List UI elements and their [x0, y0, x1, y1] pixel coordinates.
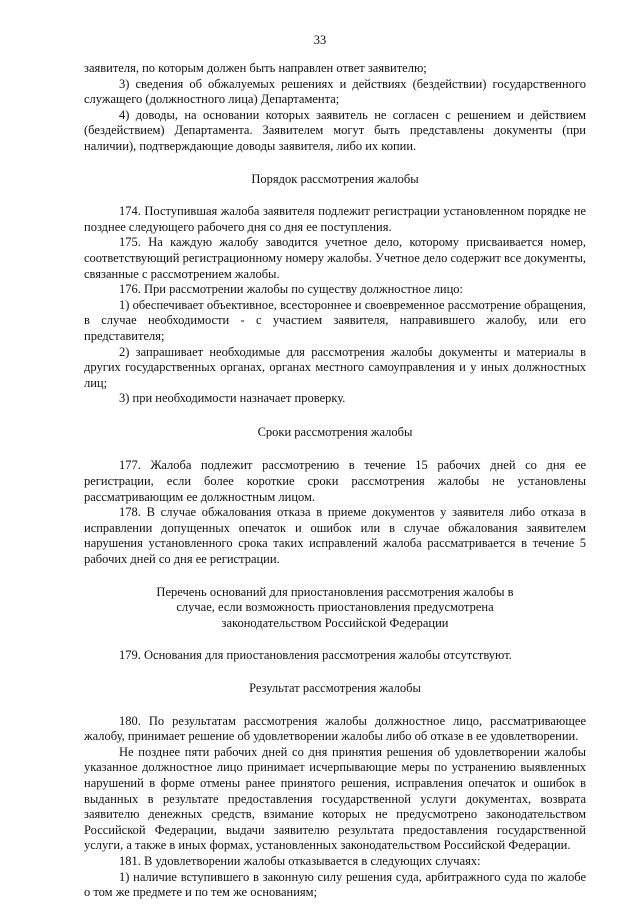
paragraph-continuation: заявителя, по которым должен быть направлен ответ заявителю;	[84, 61, 427, 75]
list-item-2: 2) запрашивает необходимые для рассмотрения жалобы документы и материалы в других государственных органах, органах местного самоуправления и у иных должностных лиц;	[84, 344, 586, 390]
paragraph-181: 181. В удовлетворении жалобы отказывается в следующих случаях:	[119, 853, 481, 868]
paragraph-177: 177. Жалоба подлежит рассмотрению в течение 15 рабочих дней со дня ее регистрации, если более короткие сроки рассмотрения жалобы не установлены рассматривающим ее должностным лицом.	[84, 458, 586, 504]
paragraph-180-continued: Не позднее пяти рабочих дней со дня принятия решения об удовлетворении жалобы указанное должностное лицо принимает исчерпывающие меры по устранению выявленных нарушений в форме отмены ранее принятого решения, исправления опечаток и ошибок в выданных в результате предоставления государственной услуги документах, возврата заявителю денежных средств, взимание которых не предусмотрено законодательством Российской Федерации, выдачи заявителю результата предоставления государственной услуги, а также в иных формах, установленных законодательством Российской Федерации.	[84, 744, 586, 853]
paragraph-179: 179. Основания для приостановления рассмотрения жалобы отсутствуют.	[119, 648, 512, 663]
page-number: 33	[313, 33, 327, 47]
list-item-4: 4) доводы, на основании которых заявитель не согласен с решением и действием (бездействием) Департамента. Заявителем могут быть представлены документы (при наличии), подтверждающие доводы заявителя, либо их копии.	[84, 107, 586, 153]
paragraph-174: 174. Поступившая жалоба заявителя подлежит регистрации установленном порядке не позднее следующего рабочего дня со дня ее поступления.	[84, 204, 586, 234]
paragraph-176: 176. При рассмотрении жалобы по существу должностное лицо:	[119, 282, 463, 297]
paragraph-175: 175. На каждую жалобу заводится учетное дело, которому присваивается номер, соответствующий регистрационному номеру жалобы. Учетное дело содержит все документы, связанные с рассмотрением жалобы.	[84, 235, 586, 281]
section-heading-deadlines: Сроки рассмотрения жалобы	[257, 424, 413, 439]
list-item-1b: 1) наличие вступившего в законную силу решения суда, арбитражного суда по жалобе о том же предмете и по тем же основаниям;	[84, 869, 586, 900]
paragraph-178: 178. В случае обжалования отказа в приеме документов у заявителя либо отказа в исправлении допущенных опечаток и ошибок или в случае обжалования заявителем нарушения установленного срока таких исправлений жалоба рассматривается в течение 5 рабочих дней со дня ее регистрации.	[84, 505, 586, 567]
list-item-1: 1) обеспечивает объективное, всестороннее и своевременное рассмотрение обращения, в случае необходимости - с участием заявителя, направившего жалобу, или его представителя;	[84, 297, 586, 343]
paragraph-180: 180. По результатам рассмотрения жалобы должностное лицо, рассматривающее жалобу, принимает решение об удовлетворении жалобы либо об отказе в ее удовлетворении.	[84, 713, 586, 744]
section-heading-result: Результат рассмотрения жалобы	[249, 681, 421, 695]
list-item-3b: 3) при необходимости назначает проверку.	[119, 391, 346, 406]
list-item-3: 3) сведения об обжалуемых решениях и действиях (бездействии) государственного служащего (должностного лица) Департамента;	[84, 76, 586, 107]
section-heading-suspension: Перечень оснований для приостановления рассмотрения жалобы в случае, если возможность приостановления предусмотрена законодательством Российской Федерации	[156, 584, 514, 630]
section-heading-procedure: Порядок рассмотрения жалобы	[251, 171, 419, 186]
document-body	[84, 61, 586, 901]
